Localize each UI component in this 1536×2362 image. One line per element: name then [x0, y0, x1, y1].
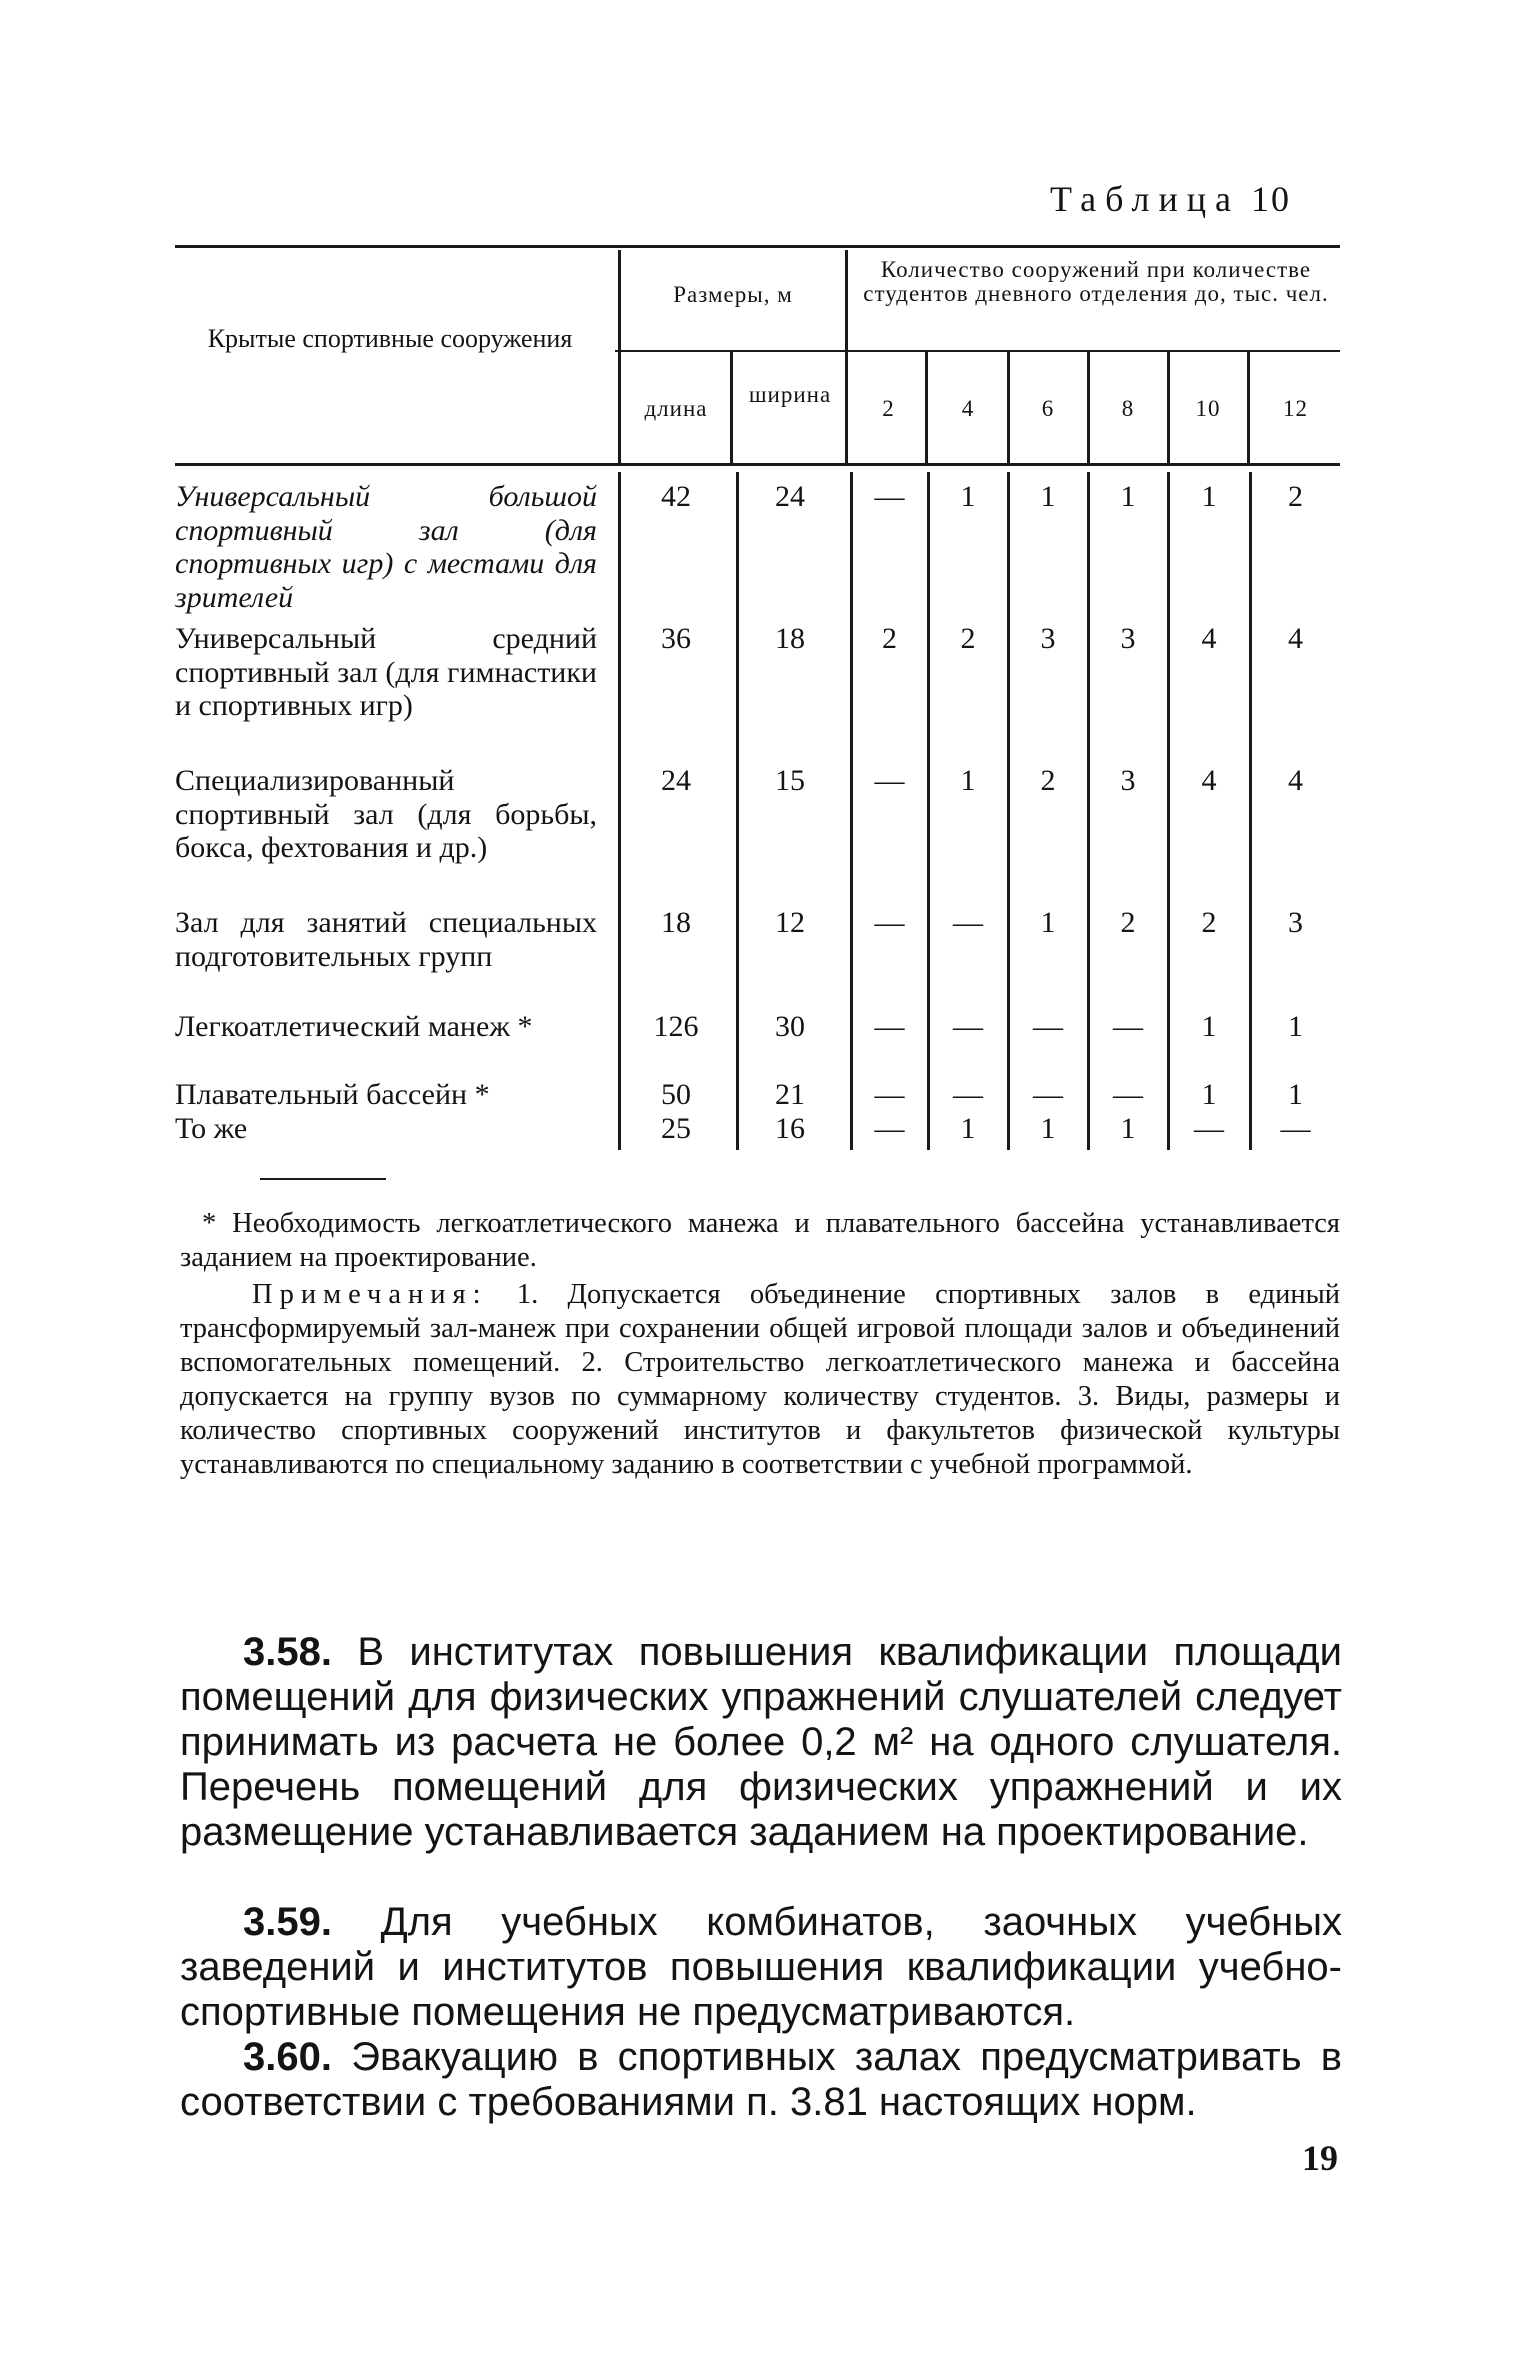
body-vline	[1249, 472, 1252, 1150]
cell-length: 126	[653, 1010, 699, 1043]
table-row-name: Легкоатлетический манеж *	[175, 1010, 533, 1043]
table-row-name: Специализированный спортивный зал (для борьбы, бокса, фехтования и др.)	[175, 764, 597, 864]
cell-width: 21	[775, 1078, 805, 1111]
cell-width: 12	[775, 906, 805, 939]
cell-count: 1	[960, 1112, 976, 1145]
header-threshold: 8	[1121, 396, 1135, 421]
body-vline	[1007, 472, 1010, 1150]
cell-count: —	[953, 906, 983, 939]
header-threshold: 6	[1041, 396, 1055, 421]
cell-count: 1	[1288, 1010, 1303, 1043]
cell-count: 1	[1120, 1112, 1136, 1145]
cell-count: 2	[1040, 764, 1056, 797]
cell-count: 3	[1040, 622, 1056, 655]
cell-length: 42	[661, 480, 691, 513]
table-caption-word: Таблица	[1050, 179, 1240, 219]
cell-count: —	[874, 1010, 905, 1043]
header-threshold: 4	[961, 396, 975, 421]
header-threshold: 2	[882, 396, 895, 421]
table-row-name: Зал для занятий специальных подготовительных групп	[175, 906, 597, 973]
header-threshold: 12	[1283, 396, 1308, 421]
cell-count: 1	[1040, 906, 1056, 939]
body-vline	[850, 472, 853, 1150]
cell-count: —	[953, 1078, 983, 1111]
body-vline	[1167, 472, 1170, 1150]
body-vline	[618, 472, 621, 1150]
notes-label: Примечания:	[252, 1279, 488, 1310]
cell-width: 15	[775, 764, 805, 797]
header-threshold: 10	[1195, 396, 1221, 421]
header-length: длина	[644, 396, 708, 421]
page-number: 19	[1302, 2138, 1338, 2178]
cell-count: 4	[1288, 622, 1303, 655]
cell-width: 16	[775, 1112, 805, 1145]
cell-count: 3	[1288, 906, 1303, 939]
paragraph-3-60	[180, 2035, 1342, 2125]
table-row-name: Универсальный средний спортивный зал (для гимнастики и спортивных игр)	[175, 622, 597, 722]
footnote-notes	[180, 1278, 1340, 1482]
cell-count: 1	[1288, 1078, 1303, 1111]
header-bottom-rule	[175, 463, 1340, 466]
cell-count: 4	[1201, 764, 1217, 797]
header-vline	[1247, 352, 1250, 463]
paragraph-text: В институтах повышения квалификации площади помещений для физических упражнений слушателей следует принимать из расчета не более 0,2 м² на одного слушателя. Перечень помещений для физических упражнений и их размещение устанавливается заданием на проектирование.	[180, 1630, 1342, 1854]
cell-count: —	[874, 764, 905, 797]
cell-count: 1	[1040, 480, 1056, 513]
body-vline	[736, 472, 739, 1150]
paragraph-3-58	[180, 1630, 1342, 1855]
body-vline	[1087, 472, 1090, 1150]
table-row-name: Универсальный большой спортивный зал (для спортивных игр) с местами для зрителей	[175, 480, 597, 614]
cell-count: —	[1194, 1112, 1224, 1145]
header-sub-rule	[615, 350, 1340, 352]
cell-count: 3	[1120, 622, 1136, 655]
table-caption-number: 10	[1250, 179, 1291, 219]
paragraph-3-59	[180, 1900, 1342, 2035]
cell-count: —	[1033, 1078, 1063, 1111]
cell-length: 18	[661, 906, 691, 939]
header-vline	[845, 250, 848, 463]
cell-count: 1	[960, 764, 976, 797]
paragraph-number: 3.58.	[243, 1630, 332, 1674]
table-caption	[1050, 178, 1291, 220]
cell-length: 36	[661, 622, 691, 655]
cell-length: 25	[661, 1112, 691, 1145]
table-top-rule	[175, 245, 1340, 248]
cell-count: 1	[1201, 1010, 1217, 1043]
paragraph-text: Для учебных комбинатов, заочных учебных заведений и институтов повышения квалификации учебно-спортивные помещения не предусматриваются.	[180, 1900, 1342, 2034]
cell-count: 4	[1201, 622, 1217, 655]
cell-count: 2	[1201, 906, 1217, 939]
cell-count: 2	[1288, 480, 1303, 513]
cell-count: —	[953, 1010, 983, 1043]
cell-count: 1	[1040, 1112, 1056, 1145]
cell-count: 1	[960, 480, 976, 513]
cell-count: —	[1113, 1078, 1143, 1111]
header-vline	[730, 352, 733, 463]
cell-width: 18	[775, 622, 805, 655]
cell-count: —	[874, 480, 905, 513]
cell-width: 24	[775, 480, 805, 513]
cell-count: 4	[1288, 764, 1303, 797]
paragraph-number: 3.59.	[243, 1900, 332, 1944]
header-name-col: Крытые спортивные сооружения	[207, 324, 573, 353]
table-row-name: Плавательный бассейн *	[175, 1078, 490, 1111]
paragraph-number: 3.60.	[243, 2035, 332, 2079]
cell-count: —	[1113, 1010, 1143, 1043]
footnote-separator	[260, 1178, 386, 1180]
header-count-group: Количество сооружений при количестве студентов дневного отделения до, тыс. чел.	[863, 257, 1329, 307]
cell-count: 2	[960, 622, 976, 655]
cell-length: 24	[661, 764, 691, 797]
cell-count: —	[1033, 1010, 1063, 1043]
header-sizes-group: Размеры, м	[673, 282, 793, 307]
cell-count: —	[874, 1078, 905, 1111]
paragraph-text: Эвакуацию в спортивных залах предусматривать в соответствии с требованиями п. 3.81 настоящих норм.	[180, 2035, 1342, 2124]
table-row-name: То же	[175, 1112, 248, 1145]
cell-count: —	[874, 906, 905, 939]
cell-length: 50	[661, 1078, 691, 1111]
footnote-asterisk: * Необходимость легкоатлетического манежа и плавательного бассейна устанавливается заданием на проектирование.	[180, 1208, 1340, 1273]
cell-count: 3	[1120, 764, 1136, 797]
cell-width: 30	[775, 1010, 805, 1043]
notes-text: 1. Допускается объединение спортивных залов в единый трансформируемый зал-манеж при сохранении общей игровой площади залов и объединений вспомогательных помещений. 2. Строительство легкоатлетического манежа и бассейна допускается на группу вузов по суммарному количеству студентов. 3. Виды, размеры и количество спортивных сооружений институтов и факультетов физической культуры устанавливаются по специальному заданию в соответствии с учебной программой.	[180, 1279, 1340, 1480]
cell-count: 2	[1120, 906, 1136, 939]
body-vline	[927, 472, 930, 1150]
header-width: ширина	[748, 382, 832, 407]
cell-count: —	[1280, 1112, 1311, 1145]
cell-count: 1	[1201, 1078, 1217, 1111]
cell-count: 1	[1120, 480, 1136, 513]
cell-count: 2	[882, 622, 897, 655]
header-vline	[618, 250, 621, 463]
cell-count: 1	[1201, 480, 1217, 513]
cell-count: —	[874, 1112, 905, 1145]
